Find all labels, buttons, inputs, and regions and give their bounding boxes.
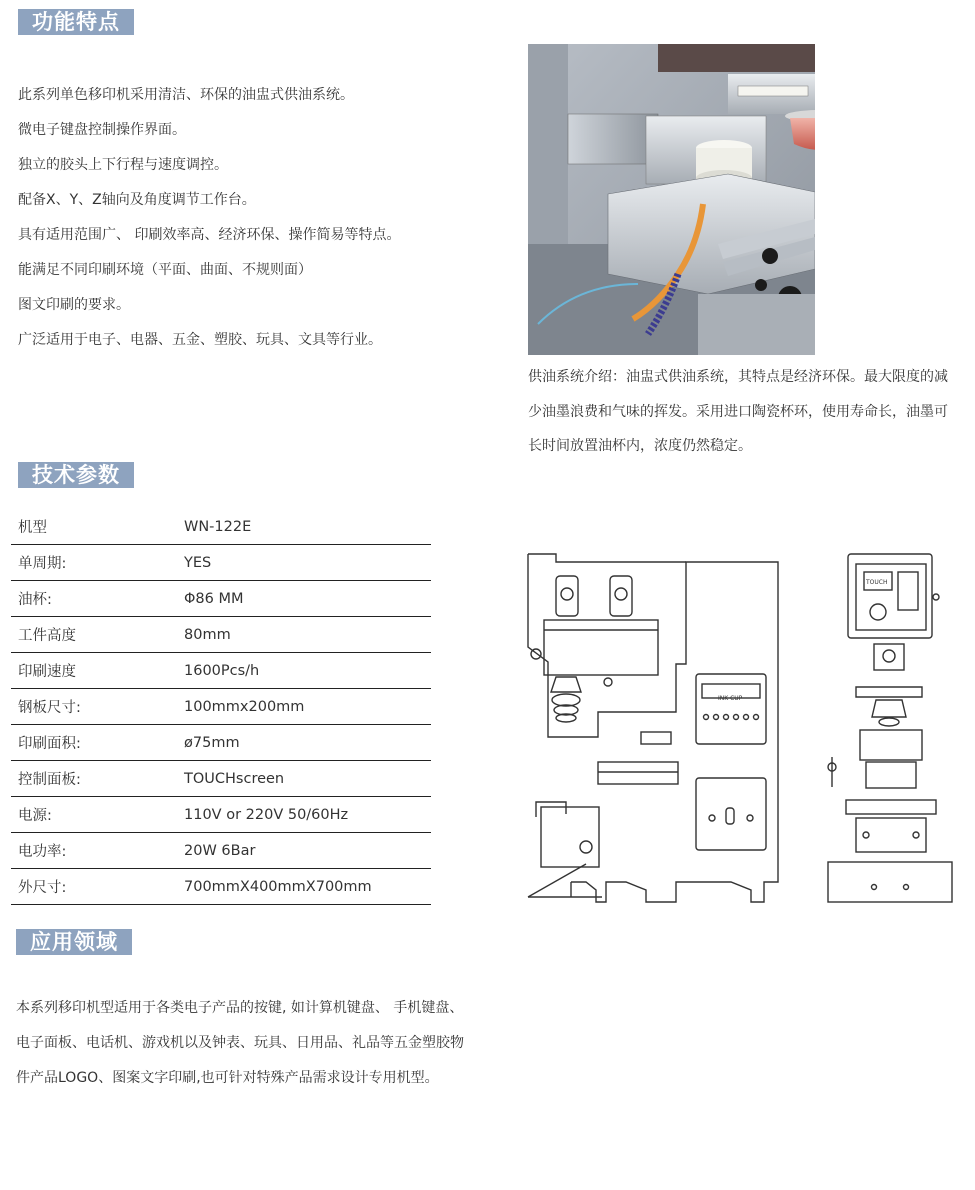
spec-value: 1600Pcs/h: [184, 653, 431, 689]
oil-system-description: 供油系统介绍：油盅式供油系统，其特点是经济环保。最大限度的减少油墨浪费和气味的挥发。采用进口陶瓷杯环，使用寿命长，油墨可长时间放置油杯内，浓度仍然稳定。: [528, 369, 948, 454]
spec-key: 单周期:: [11, 545, 184, 581]
feature-item: 此系列单色移印机采用清洁、环保的油盅式供油系统。: [18, 87, 354, 103]
spec-value: 700mmX400mmX700mm: [184, 869, 431, 905]
feature-item: 能满足不同印刷环境（平面、曲面、不规则面）: [18, 262, 312, 278]
spec-value: Φ86 MM: [184, 581, 431, 617]
table-row: [11, 797, 431, 833]
features-title: 功能特点: [18, 9, 134, 35]
spec-key: 油杯:: [11, 581, 184, 617]
spec-value: 80mm: [184, 617, 431, 653]
table-row: [11, 725, 431, 761]
table-row: [11, 617, 431, 653]
spec-value: ø75mm: [184, 725, 431, 761]
feature-item: 独立的胶头上下行程与速度调控。: [18, 157, 228, 173]
spec-table: [11, 509, 431, 905]
spec-key: 印刷速度: [11, 653, 184, 689]
spec-value: 100mmx200mm: [184, 689, 431, 725]
table-row: [11, 545, 431, 581]
spec-key: 控制面板:: [11, 761, 184, 797]
applications-title: 应用领域: [16, 929, 132, 955]
table-row: [11, 509, 431, 545]
table-row: [11, 581, 431, 617]
feature-item: 图文印刷的要求。: [18, 297, 130, 313]
spec-key: 电功率:: [11, 833, 184, 869]
spec-key: 工件高度: [11, 617, 184, 653]
spec-value: YES: [184, 545, 431, 581]
machine-photo: [528, 44, 815, 355]
spec-value: 110V or 220V 50/60Hz: [184, 797, 431, 833]
side-view-drawing: [526, 552, 781, 904]
table-row: [11, 761, 431, 797]
spec-key: 机型: [11, 509, 184, 545]
applications-description: 本系列移印机型适用于各类电子产品的按键, 如计算机键盘、 手机键盘、电子面板、电话机、游戏机以及钟表、玩具、日用品、礼品等五金塑胶物件产品LOGO、图案文字印刷,也可针对特殊产品需求设计专用机型。: [16, 1000, 464, 1086]
spec-value: TOUCHscreen: [184, 761, 431, 797]
feature-item: 广泛适用于电子、电器、五金、塑胶、玩具、文具等行业。: [18, 332, 382, 348]
table-row: [11, 869, 431, 905]
front-view-drawing: [826, 552, 956, 904]
feature-item: 配备X、Y、Z轴向及角度调节工作台。: [18, 192, 256, 208]
side-panel-label: INK CUP: [718, 695, 743, 702]
spec-key: 外尺寸:: [11, 869, 184, 905]
table-row: [11, 689, 431, 725]
table-row: [11, 833, 431, 869]
spec-key: 电源:: [11, 797, 184, 833]
spec-key: 钢板尺寸:: [11, 689, 184, 725]
features-list: [18, 78, 400, 358]
feature-item: 具有适用范围广、 印刷效率高、经济环保、操作简易等特点。: [18, 227, 401, 243]
spec-key: 印刷面积:: [11, 725, 184, 761]
spec-value: 20W 6Bar: [184, 833, 431, 869]
specs-title: 技术参数: [18, 462, 134, 488]
spec-value: WN-122E: [184, 509, 431, 545]
feature-item: 微电子键盘控制操作界面。: [18, 122, 186, 138]
front-panel-label: TOUCH: [866, 579, 888, 586]
table-row: [11, 653, 431, 689]
